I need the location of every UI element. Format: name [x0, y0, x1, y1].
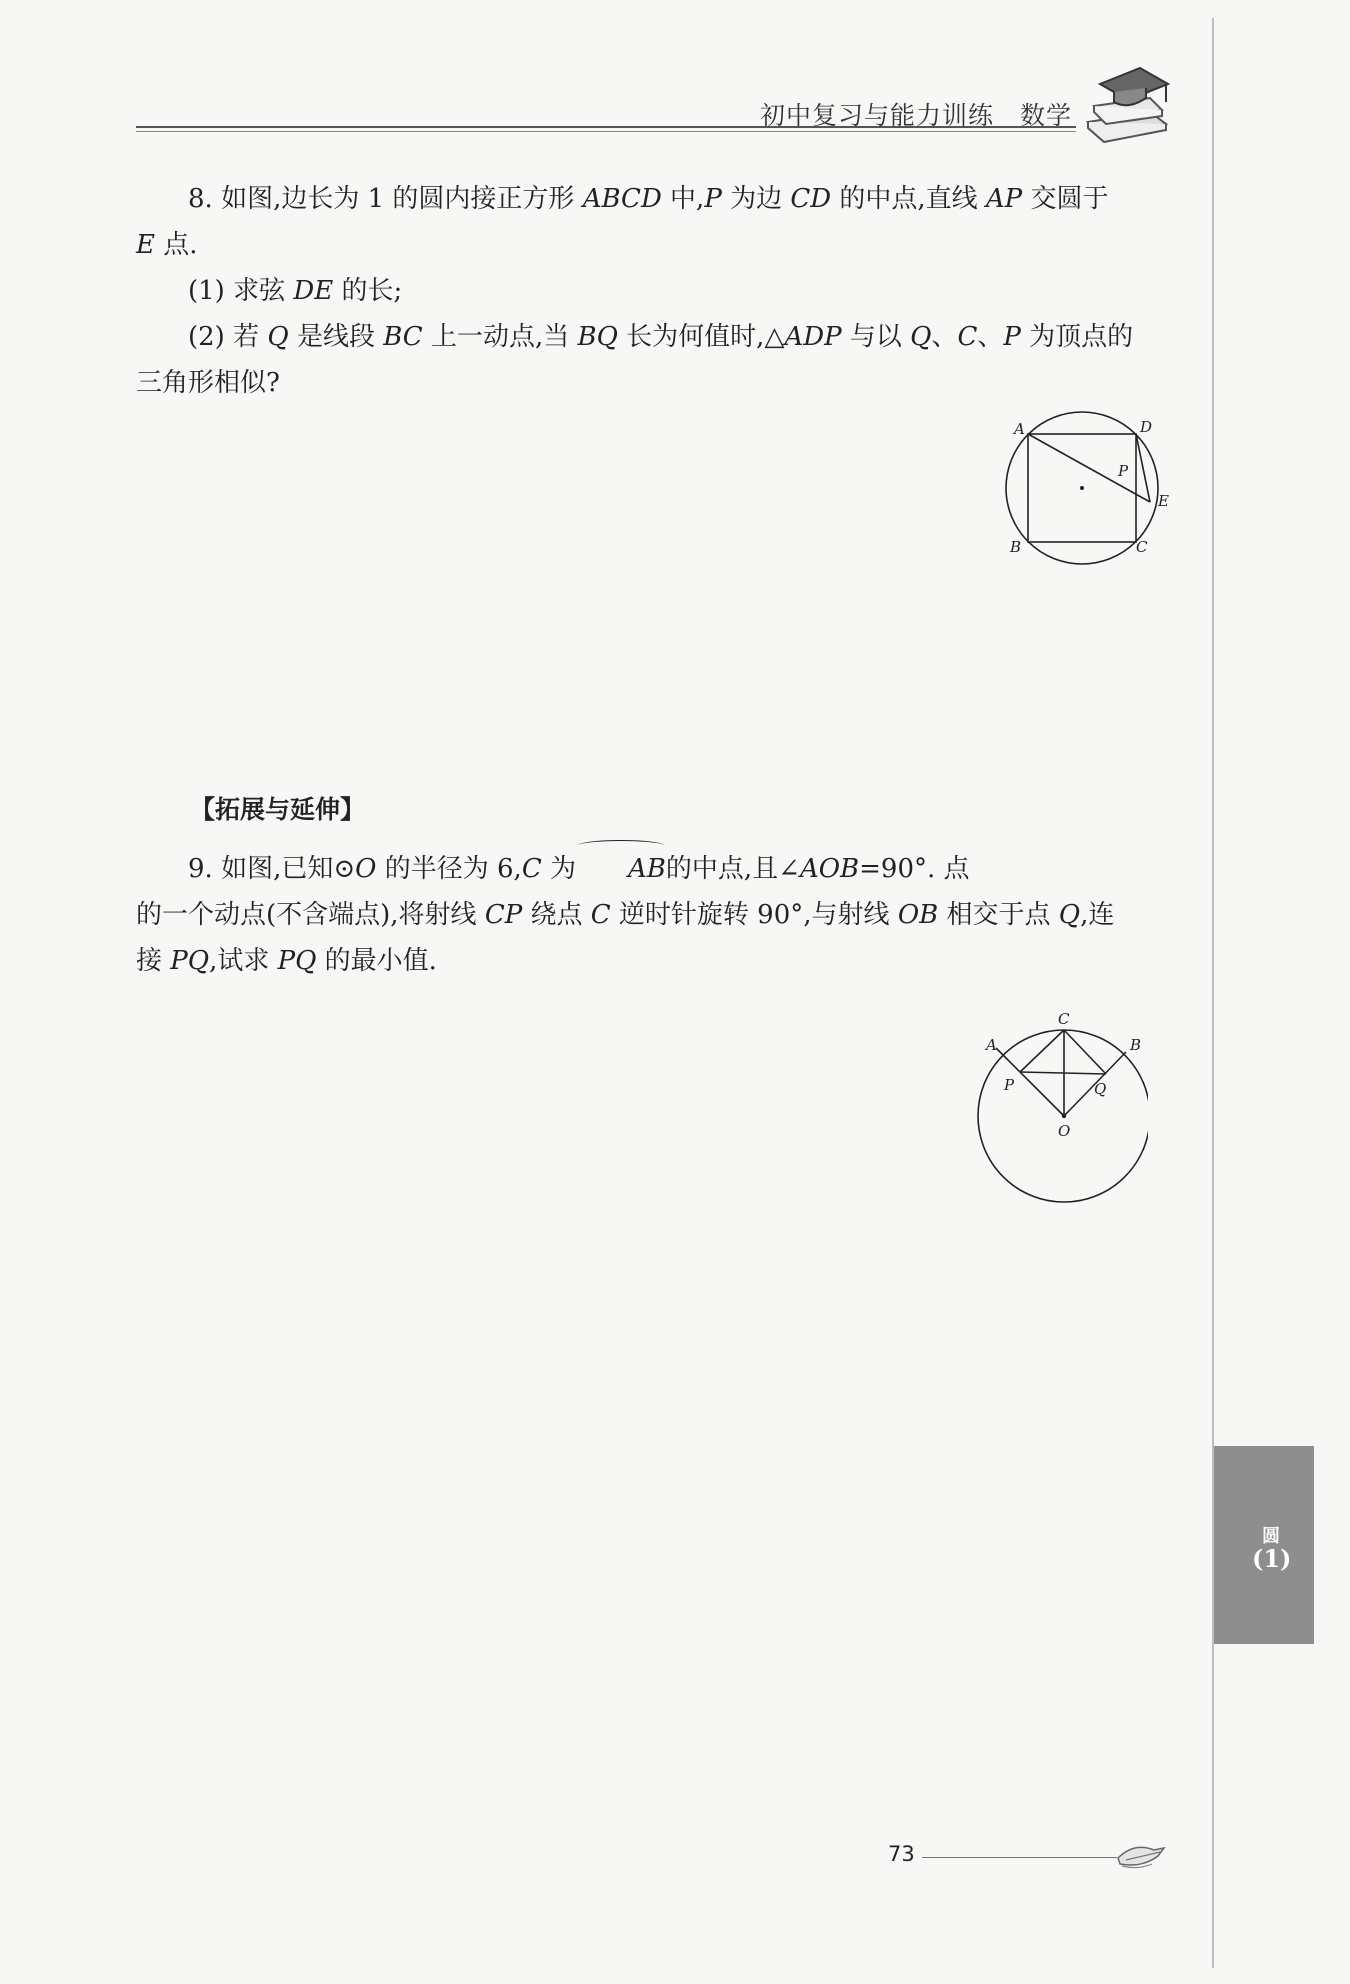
line-PQ [1020, 1072, 1106, 1074]
problem-9-statement-line2: 的一个动点(不含端点),将射线 CP 绕点 C 逆时针旋转 90°,与射线 OB 相交于点 Q,连 [136, 900, 1115, 930]
label-E: E [1158, 492, 1169, 510]
arc-AB: AB [576, 846, 666, 892]
line-DE [1136, 434, 1150, 502]
label-C: C [1058, 1010, 1070, 1028]
label-Q: Q [1094, 1080, 1107, 1098]
problem-8-statement: 8. 如图,边长为 1 的圆内接正方形 ABCD 中,P 为边 CD 的中点,直线 AP 交圆于 [188, 184, 1109, 214]
books-icon [1080, 62, 1172, 146]
chapter-tab-number: (1) [1252, 1544, 1292, 1573]
footer-rule [922, 1857, 1117, 1858]
problem-8-question-1: (1) 求弦 DE 的长; [188, 276, 403, 306]
figure-inscribed-square [1000, 410, 1190, 570]
line-CP [1020, 1030, 1064, 1072]
pen-icon [1112, 1838, 1172, 1872]
figure-circle-rotation [968, 1008, 1148, 1208]
chapter-tab-title: 圆 [1262, 1526, 1280, 1547]
header-rule-thin [136, 131, 1076, 132]
problem-9-statement: 9. 如图,已知⊙O 的半径为 6,C 为 AB的中点,且∠AOB=90°. 点 [136, 846, 1172, 892]
center-dot [1080, 486, 1084, 490]
page-edge-line [1212, 18, 1214, 1968]
center-O-dot [1062, 1114, 1066, 1118]
problem-9-statement-line3: 接 PQ,试求 PQ 的最小值. [136, 946, 437, 976]
header-title: 初中复习与能力训练 数学 [760, 101, 1073, 130]
problem-8-statement-cont: E 点. [136, 230, 198, 260]
section-title: 【拓展与延伸】 [190, 795, 366, 824]
label-O: O [1058, 1122, 1071, 1140]
label-B: B [1010, 538, 1022, 556]
problem-8-question-2-cont: 三角形相似? [136, 368, 280, 398]
label-A: A [986, 1036, 997, 1054]
label-C: C [1136, 538, 1148, 556]
label-P: P [1118, 462, 1129, 480]
line-CQ [1064, 1030, 1106, 1074]
line-AE [1028, 434, 1150, 502]
problem-8-question-2: (2) 若 Q 是线段 BC 上一动点,当 BQ 长为何值时,△ADP 与以 Q、C、P 为顶点的 [188, 322, 1134, 352]
page-number: 73 [888, 1842, 915, 1866]
label-B: B [1130, 1036, 1142, 1054]
label-D: D [1140, 418, 1153, 436]
label-A: A [1014, 420, 1025, 438]
label-P: P [1004, 1076, 1015, 1094]
header-rule [136, 126, 1076, 128]
